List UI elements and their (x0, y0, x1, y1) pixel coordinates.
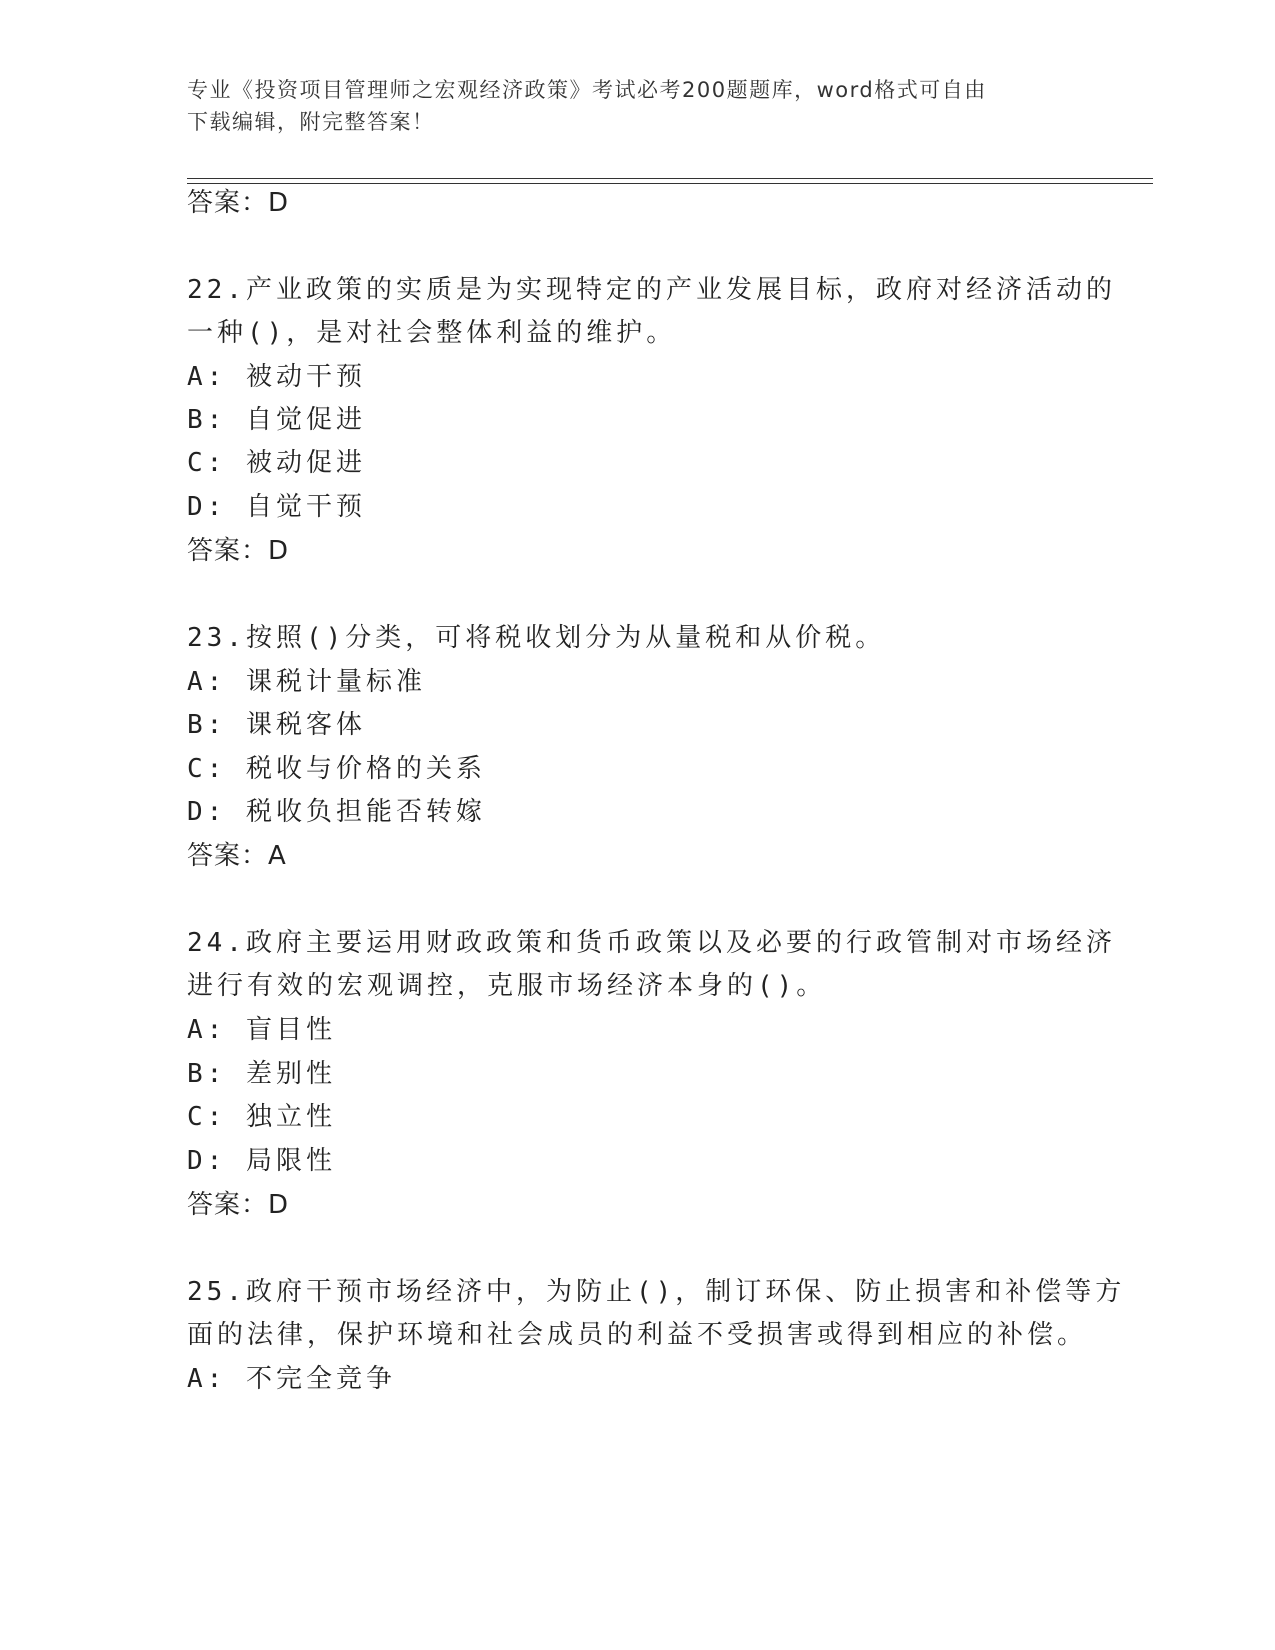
header-rule-top (187, 178, 1153, 179)
question-23-stem-1: 23.按照()分类，可将税收划分为从量税和从价税。 (187, 623, 886, 653)
header-rule-bottom (187, 183, 1153, 184)
question-24-option-a: A: 盲目性 (187, 1015, 336, 1045)
question-23-option-c: C: 税收与价格的关系 (187, 754, 486, 784)
question-24-stem-2: 进行有效的宏观调控，克服市场经济本身的()。 (187, 971, 827, 1001)
question-22-option-a: A: 被动干预 (187, 362, 366, 392)
question-23-option-b: B: 课税客体 (187, 710, 366, 740)
question-25-option-a: A: 不完全竞争 (187, 1364, 396, 1394)
question-25-stem-2: 面的法律，保护环境和社会成员的利益不受损害或得到相应的补偿。 (187, 1320, 1088, 1350)
question-24-answer: 答案：D (187, 1190, 290, 1220)
question-23-option-a: A: 课税计量标准 (187, 667, 426, 697)
question-22-stem-2: 一种()，是对社会整体利益的维护。 (187, 318, 677, 348)
question-24-option-b: B: 差别性 (187, 1059, 336, 1089)
question-23-answer: 答案：A (187, 841, 287, 871)
document-header (187, 74, 1087, 138)
question-22-stem-1: 22.产业政策的实质是为实现特定的产业发展目标，政府对经济活动的 (187, 275, 1116, 305)
question-22-answer: 答案：D (187, 536, 290, 566)
header-line-2: 下载编辑，附完整答案！ (187, 110, 435, 134)
answer-line: 答案：D (187, 188, 290, 218)
question-22-option-b: B: 自觉促进 (187, 405, 366, 435)
header-line-1: 专业《投资项目管理师之宏观经济政策》考试必考200题题库，word格式可自由 (187, 78, 987, 102)
question-23-option-d: D: 税收负担能否转嫁 (187, 797, 486, 827)
question-22-option-c: C: 被动促进 (187, 448, 366, 478)
question-24-stem-1: 24.政府主要运用财政政策和货币政策以及必要的行政管制对市场经济 (187, 928, 1116, 958)
question-22-option-d: D: 自觉干预 (187, 492, 366, 522)
question-24-option-d: D: 局限性 (187, 1146, 336, 1176)
question-24-option-c: C: 独立性 (187, 1102, 336, 1132)
question-25-stem-1: 25.政府干预市场经济中，为防止()，制订环保、防止损害和补偿等方 (187, 1277, 1126, 1307)
